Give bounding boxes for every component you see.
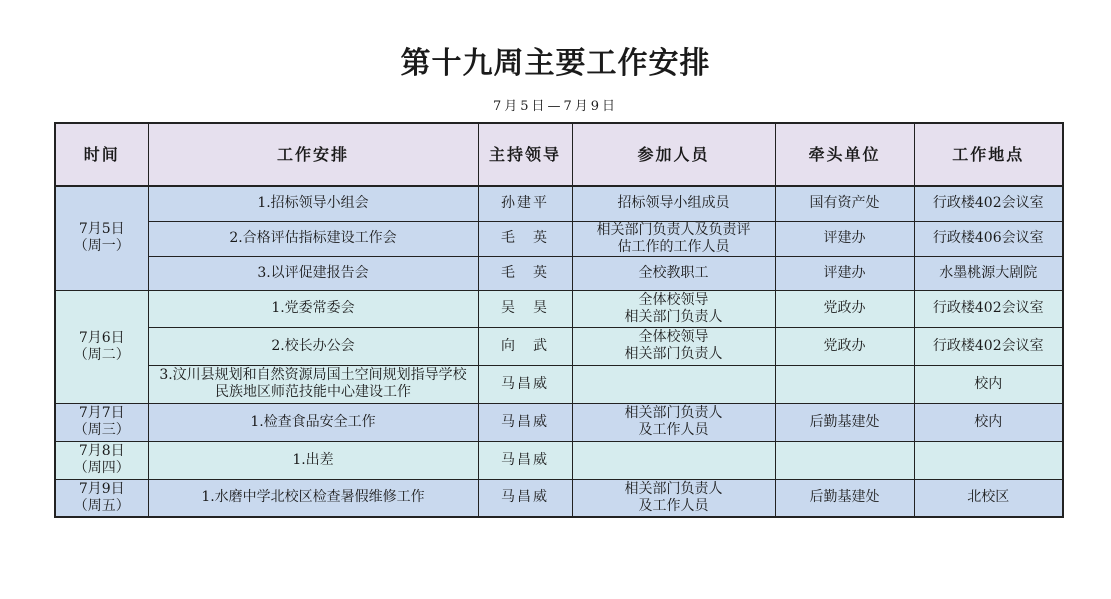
weekday-label: （周四） — [73, 460, 130, 476]
location-cell: 北校区 — [914, 479, 1063, 517]
leader-cell: 马昌威 — [478, 441, 572, 479]
date-cell — [55, 290, 148, 403]
leader-cell: 马昌威 — [478, 365, 572, 403]
task-cell: 3.以评促建报告会 — [148, 256, 478, 290]
participants-line: 全体校领导 — [638, 291, 709, 308]
header-time: 时间 — [55, 123, 148, 186]
participants-line: 相关部门负责人 — [624, 346, 723, 362]
weekday-label: （周一） — [73, 238, 130, 255]
location-cell: 行政楼406会议室 — [914, 221, 1063, 256]
participants-line: 相关部门负责人 — [624, 480, 723, 497]
unit-cell: 后勤基建处 — [775, 403, 914, 441]
participants-line: 相关部门负责人及负责评 — [596, 221, 751, 238]
participants-line: 全体校领导 — [638, 329, 709, 345]
table-row — [55, 256, 1063, 290]
table-row — [55, 479, 1063, 517]
unit-cell — [775, 365, 914, 403]
schedule-table — [54, 122, 1064, 518]
task-cell: 1.党委常委会 — [148, 290, 478, 327]
header-row — [55, 123, 1063, 186]
participants-line: 全校教职工 — [638, 264, 709, 281]
date-label: 7月7日 — [78, 405, 125, 421]
unit-cell: 评建办 — [775, 256, 914, 290]
header-leader: 主持领导 — [478, 123, 572, 186]
unit-cell — [775, 441, 914, 479]
location-cell: 校内 — [914, 403, 1063, 441]
header-participants: 参加人员 — [572, 123, 775, 186]
participants-line: 估工作的工作人员 — [617, 238, 730, 255]
task-cell: 2.合格评估指标建设工作会 — [148, 221, 478, 256]
location-cell: 行政楼402会议室 — [914, 186, 1063, 221]
task-cell: 2.校长办公会 — [148, 327, 478, 365]
unit-cell: 国有资产处 — [775, 186, 914, 221]
leader-cell: 毛 英 — [478, 221, 572, 256]
leader-cell: 毛 英 — [478, 256, 572, 290]
participants-cell — [572, 327, 775, 365]
header-location: 工作地点 — [914, 123, 1063, 186]
task-cell: 1.出差 — [148, 441, 478, 479]
participants-line: 相关部门负责人 — [624, 405, 723, 421]
location-cell: 校内 — [914, 365, 1063, 403]
date-label: 7月8日 — [78, 443, 125, 459]
table-row — [55, 290, 1063, 327]
leader-cell: 孙建平 — [478, 186, 572, 221]
header-task: 工作安排 — [148, 123, 478, 186]
date-cell — [55, 479, 148, 517]
leader-cell: 马昌威 — [478, 403, 572, 441]
task-cell: 1.水磨中学北校区检查暑假维修工作 — [148, 479, 478, 517]
location-cell: 水墨桃源大剧院 — [914, 256, 1063, 290]
participants-cell — [572, 290, 775, 327]
participants-line: 及工作人员 — [638, 422, 709, 438]
date-label: 7月5日 — [78, 221, 125, 238]
task-cell: 1.检查食品安全工作 — [148, 403, 478, 441]
participants-cell — [572, 403, 775, 441]
table-row — [55, 365, 1063, 403]
location-cell: 行政楼402会议室 — [914, 290, 1063, 327]
table-row — [55, 186, 1063, 221]
participants-line: 招标领导小组成员 — [617, 195, 730, 212]
date-range: 7月5日—7月9日 — [492, 99, 619, 114]
location-cell: 行政楼402会议室 — [914, 327, 1063, 365]
weekday-label: （周三） — [73, 422, 130, 438]
participants-cell — [572, 441, 775, 479]
leader-cell: 向 武 — [478, 327, 572, 365]
table-row — [55, 327, 1063, 365]
weekday-label: （周五） — [73, 497, 130, 514]
participants-cell — [572, 365, 775, 403]
participants-cell — [572, 256, 775, 290]
date-label: 7月6日 — [78, 329, 125, 346]
participants-cell — [572, 186, 775, 221]
participants-line: 相关部门负责人 — [624, 308, 723, 325]
table-row — [55, 221, 1063, 256]
location-cell — [914, 441, 1063, 479]
task-cell: 3.汶川县规划和自然资源局国土空间规划指导学校民族地区师范技能中心建设工作 — [148, 365, 478, 403]
header-unit: 牵头单位 — [775, 123, 914, 186]
date-label: 7月9日 — [78, 480, 125, 497]
unit-cell: 党政办 — [775, 327, 914, 365]
task-cell: 1.招标领导小组会 — [148, 186, 478, 221]
participants-line: 及工作人员 — [638, 497, 709, 514]
participants-cell — [572, 221, 775, 256]
leader-cell: 马昌威 — [478, 479, 572, 517]
date-cell — [55, 441, 148, 479]
unit-cell: 党政办 — [775, 290, 914, 327]
table-row — [55, 441, 1063, 479]
unit-cell: 评建办 — [775, 221, 914, 256]
unit-cell: 后勤基建处 — [775, 479, 914, 517]
participants-cell — [572, 479, 775, 517]
leader-cell: 吴 昊 — [478, 290, 572, 327]
page-title: 第十九周主要工作安排 — [400, 46, 711, 81]
table-row — [55, 403, 1063, 441]
date-cell — [55, 403, 148, 441]
date-cell — [55, 186, 148, 290]
weekday-label: （周二） — [73, 346, 130, 363]
